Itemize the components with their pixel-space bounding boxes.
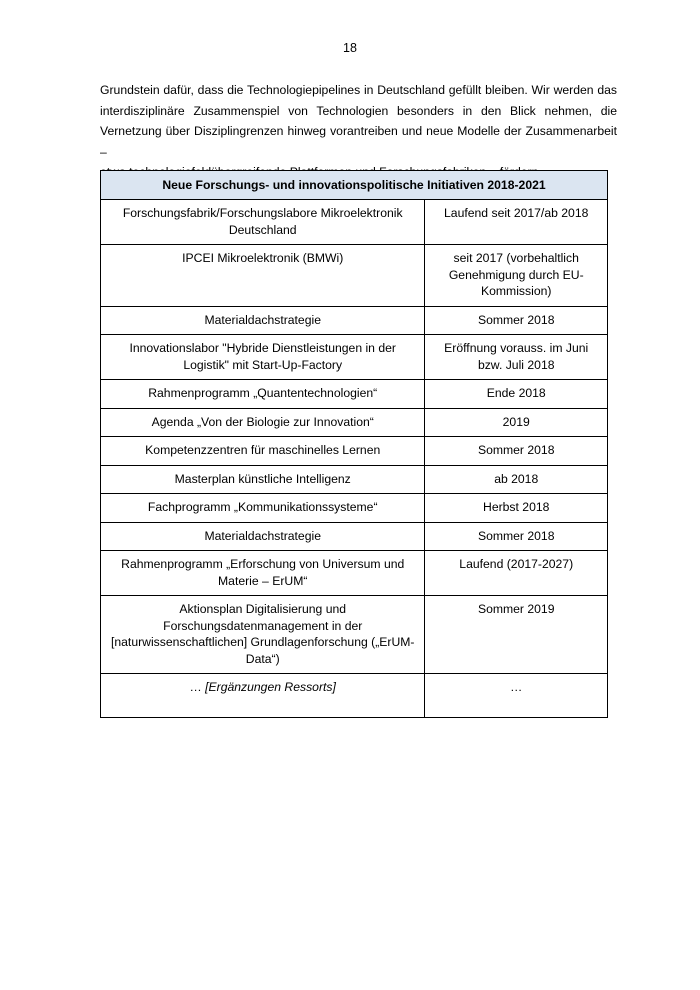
initiative-time: Laufend seit 2017/ab 2018 <box>425 200 608 245</box>
page-number: 18 <box>343 41 357 55</box>
table-row <box>101 522 608 551</box>
initiative-name: Agenda „Von der Biologie zur Innovation“ <box>101 408 425 437</box>
initiative-name: Rahmenprogramm „Quantentechnologien“ <box>101 380 425 409</box>
table-row <box>101 335 608 380</box>
initiative-name: Materialdachstrategie <box>101 522 425 551</box>
initiative-time: Herbst 2018 <box>425 494 608 523</box>
initiative-time: ab 2018 <box>425 465 608 494</box>
initiative-time: Sommer 2019 <box>425 596 608 674</box>
table-row <box>101 465 608 494</box>
initiative-name: Kompetenzzentren für maschinelles Lernen <box>101 437 425 466</box>
initiative-time: Eröffnung vorauss. im Juni bzw. Juli 2018 <box>425 335 608 380</box>
initiative-time: Sommer 2018 <box>425 306 608 335</box>
initiative-time: Laufend (2017-2027) <box>425 551 608 596</box>
table-row <box>101 437 608 466</box>
initiatives-table <box>100 170 608 718</box>
additions-prefix: … <box>189 680 206 694</box>
table-header: Neue Forschungs- und innovationspolitische Initiativen 2018-2021 <box>101 171 608 200</box>
additions-label: [Ergänzungen Ressorts] <box>205 680 336 694</box>
initiative-name: Innovationslabor "Hybride Dienstleistungen in der Logistik" mit Start-Up-Factory <box>101 335 425 380</box>
initiative-time: Ende 2018 <box>425 380 608 409</box>
table-header-row <box>101 171 608 200</box>
table-row-additions <box>101 674 608 718</box>
table-row <box>101 380 608 409</box>
table-row <box>101 551 608 596</box>
initiative-name: Aktionsplan Digitalisierung und Forschungsdatenmanagement in der [naturwissenschaftlichen] Grundlagenforschung („ErUM-Data“) <box>101 596 425 674</box>
initiative-time: seit 2017 (vorbehaltlich Genehmigung durch EU-Kommission) <box>425 245 608 307</box>
initiative-time: Sommer 2018 <box>425 437 608 466</box>
intro-line: interdisziplinäre Zusammenspiel von Technologien besonders in den Blick nehmen, die <box>100 103 617 118</box>
table-row <box>101 200 608 245</box>
initiative-name: Forschungsfabrik/Forschungslabore Mikroelektronik Deutschland <box>101 200 425 245</box>
table-row <box>101 494 608 523</box>
additions-cell <box>101 674 425 718</box>
additions-time: … <box>425 674 608 718</box>
intro-paragraph <box>100 80 617 183</box>
table-row <box>101 408 608 437</box>
initiative-time: 2019 <box>425 408 608 437</box>
intro-line: Grundstein dafür, dass die Technologiepipelines in Deutschland gefüllt bleiben. Wir werden das <box>100 83 617 97</box>
initiative-name: Materialdachstrategie <box>101 306 425 335</box>
intro-line: Vernetzung über Disziplingrenzen hinweg vorantreiben und neue Modelle der Zusammenarbeit – <box>100 124 617 159</box>
table-row <box>101 245 608 307</box>
initiative-name: IPCEI Mikroelektronik (BMWi) <box>101 245 425 307</box>
initiative-name: Masterplan künstliche Intelligenz <box>101 465 425 494</box>
initiative-name: Fachprogramm „Kommunikationssysteme“ <box>101 494 425 523</box>
table-row <box>101 596 608 674</box>
table-row <box>101 306 608 335</box>
initiative-name: Rahmenprogramm „Erforschung von Universum und Materie – ErUM“ <box>101 551 425 596</box>
initiative-time: Sommer 2018 <box>425 522 608 551</box>
